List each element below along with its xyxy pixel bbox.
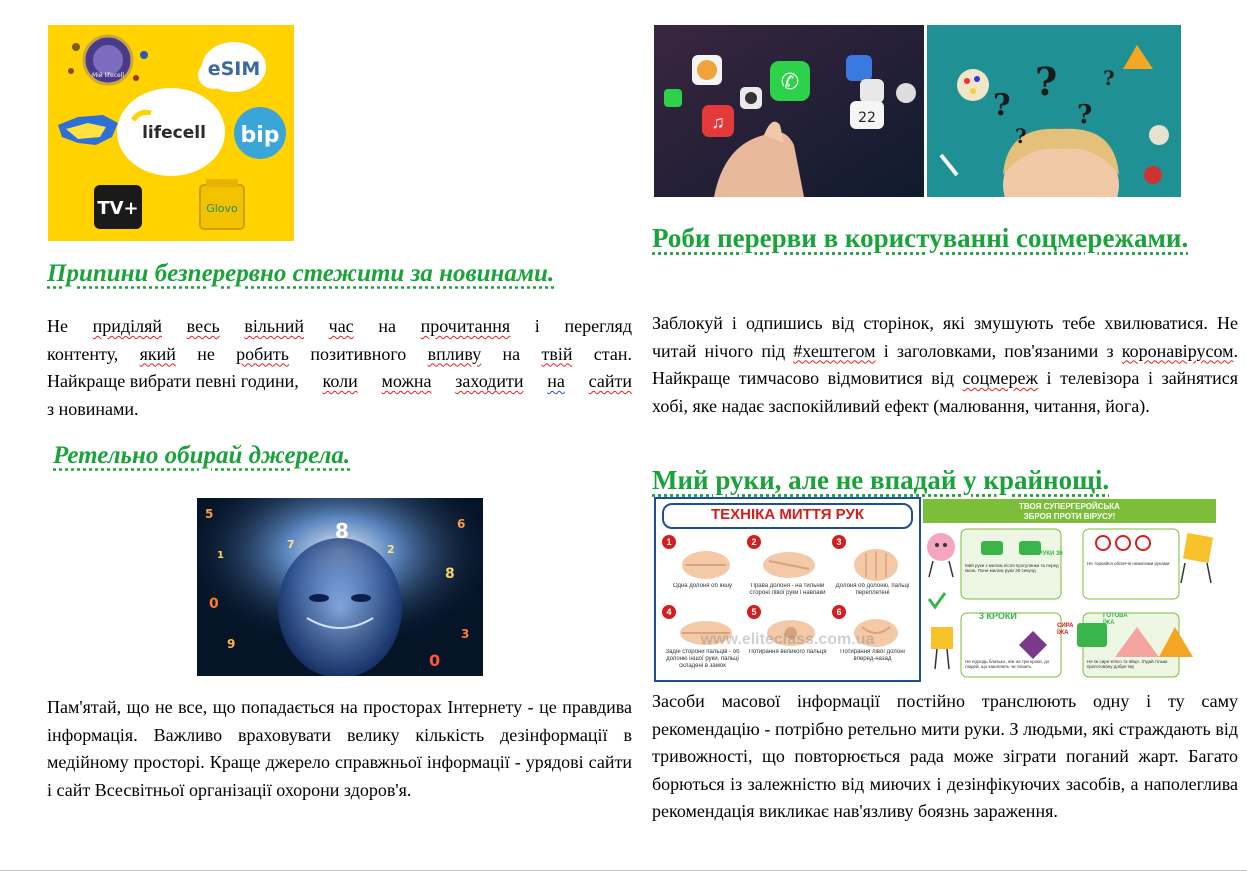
para1-word: заходити bbox=[455, 371, 524, 391]
handwash-step bbox=[747, 535, 828, 601]
para1-word: сайти bbox=[588, 371, 632, 391]
para1-word: не bbox=[197, 343, 215, 364]
handwash-technique-image bbox=[654, 497, 921, 682]
svg-text:♫: ♫ bbox=[711, 112, 725, 132]
step-number: 1 bbox=[662, 535, 676, 549]
heading-stop-news: Припини безперервно стежити за новинами. bbox=[47, 260, 555, 287]
svg-text:3: 3 bbox=[461, 627, 470, 641]
paragraph-sources: Пам'ятай, що не все, що попадається на просторах Інтернету - це правдива інформація. Важливо враховувати велику кількість дезінформації в медійному просторі. Краще джерело справжньої інформації - урядові сайти і сайт Всесвітньої організації охорони здоров'я. bbox=[47, 697, 632, 800]
virus-tip: Не підходь близько, ніж на три кроки, до людей, що кашляють чи чхають bbox=[965, 659, 1050, 669]
svg-text:1: 1 bbox=[217, 550, 224, 561]
paragraph-wash-hands: Засоби масової інформації постійно транслюють одну і ту саму рекомендацію - потрібно ретельно мити руки. З людьми, які страждають від тривожності, що повторюється рада може зіграти поганий жарт. Багато борються із залежністю від миючих і дезінфікуючих засобів, а наполеглива рекомендація викликає нав'язливу боязнь зараження. bbox=[652, 691, 1238, 821]
svg-text:6: 6 bbox=[457, 517, 466, 531]
heading-choose-sources: Ретельно обирай джерела. bbox=[53, 442, 351, 469]
badge-mylifecell-text: Мій lifecell bbox=[91, 72, 125, 79]
virus-tip: Не торкайся обличчя немитими руками bbox=[1087, 561, 1170, 566]
svg-text:0: 0 bbox=[209, 596, 219, 612]
step-caption: Потирання великого пальця bbox=[748, 649, 827, 655]
svg-text:2: 2 bbox=[387, 543, 395, 556]
page-bottom-divider bbox=[0, 870, 1247, 871]
para3-covid: коронавірусом bbox=[1121, 340, 1234, 361]
para1-word: прочитання bbox=[420, 316, 511, 336]
para1-word: контенту, bbox=[47, 343, 119, 364]
label-steps: 3 КРОКИ bbox=[979, 611, 1017, 621]
para1-word: робить bbox=[236, 343, 290, 364]
label-raw: СИРА ЇЖА bbox=[1057, 623, 1074, 636]
paragraph-news bbox=[47, 313, 632, 423]
para1-word: можна bbox=[381, 371, 432, 391]
para1-word: коли bbox=[322, 371, 358, 391]
handwash-step bbox=[832, 535, 913, 601]
para1-word: час bbox=[328, 316, 354, 336]
svg-text:?: ? bbox=[1015, 124, 1027, 148]
svg-text:✆: ✆ bbox=[780, 69, 800, 94]
svg-text:8: 8 bbox=[335, 519, 349, 543]
svg-text:?: ? bbox=[993, 88, 1011, 123]
para3-text: і телевізора і зайнятися хобі, яке надає заспокійливий ефект (малювання, читання, йога). bbox=[652, 368, 1238, 416]
step-number: 5 bbox=[747, 605, 761, 619]
svg-text:8: 8 bbox=[445, 566, 455, 582]
svg-text:0: 0 bbox=[429, 651, 441, 670]
para1-word: весь bbox=[186, 316, 220, 336]
virus-weapon-image bbox=[923, 499, 1216, 681]
virus-title-line: ТВОЯ СУПЕРГЕРОЙСЬКА bbox=[1019, 502, 1120, 511]
step-number: 6 bbox=[832, 605, 846, 619]
para1-word: і bbox=[534, 316, 540, 336]
para1-word: приділяй bbox=[92, 316, 162, 336]
para3-socials: соцмереж bbox=[962, 368, 1038, 388]
step-number: 2 bbox=[747, 535, 761, 549]
para1-word: твій bbox=[541, 343, 573, 364]
badge-esim-text: eSIM bbox=[207, 58, 261, 80]
para1-word: перегляд bbox=[564, 316, 632, 336]
heading-social-break: Роби перерви в користуванні соцмережами. bbox=[652, 223, 1189, 253]
para1-word: впливу bbox=[427, 343, 482, 364]
step-caption: Права долоня - на тильній стороні лівої руки і навпаки bbox=[749, 583, 826, 596]
para1-word: на bbox=[547, 371, 565, 391]
lifecell-image bbox=[48, 25, 294, 241]
calendar-day-text: 22 bbox=[858, 110, 876, 126]
svg-text:?: ? bbox=[1035, 59, 1058, 104]
virus-tip: Мий руки з милом після прогулянки та перед їжею. Пони милом руки 30 секунд bbox=[965, 563, 1059, 573]
step-caption: Одна долоня об іншу bbox=[672, 583, 733, 589]
para1-word: на bbox=[378, 316, 396, 336]
step-caption: Долоня об долоню, пальці переплетені bbox=[835, 583, 910, 596]
badge-bip-text: bip bbox=[240, 123, 280, 148]
badge-glovo-text: Glovo bbox=[206, 202, 238, 215]
svg-text:5: 5 bbox=[205, 507, 214, 521]
svg-text:9: 9 bbox=[227, 637, 236, 651]
badge-tv-text: TV+ bbox=[97, 198, 139, 219]
para1-word: Найкраще вибрати певні години, bbox=[47, 371, 299, 391]
step-number: 4 bbox=[662, 605, 676, 619]
handwash-watermark: www.eliteclass.com.ua bbox=[700, 631, 875, 648]
virus-tip: Не їж сире м'ясо та яйця. З'їдай тільки приготовану добрe їжу bbox=[1087, 659, 1168, 669]
label-seconds: МИЙ РУКИ 30 bbox=[1023, 551, 1063, 557]
para1-word: вільний bbox=[244, 316, 304, 336]
label-cooked: ГОТОВА ЇЖА bbox=[1103, 613, 1128, 626]
para1-word: Не bbox=[47, 316, 68, 336]
para1-word: позитивного bbox=[310, 343, 407, 364]
svg-text:?: ? bbox=[1103, 66, 1115, 90]
svg-text:?: ? bbox=[1077, 100, 1093, 130]
paragraph-social bbox=[652, 310, 1238, 420]
question-marks-image bbox=[927, 25, 1181, 197]
para1-word: який bbox=[139, 343, 176, 364]
virus-title-banner bbox=[923, 499, 1216, 523]
step-caption: Потирання лівої долоні вперед-назад bbox=[840, 649, 905, 662]
virus-title-line: ЗБРОЯ ПРОТИ ВІРУСУ! bbox=[1023, 512, 1116, 521]
step-caption: Задні сторони пальців - об долоню іншої руки, пальці складені в замок bbox=[665, 649, 740, 669]
brand-lifecell-text: lifecell bbox=[142, 123, 206, 143]
svg-text:7: 7 bbox=[287, 538, 295, 551]
para1-word: стан. bbox=[593, 343, 632, 364]
para1-word: на bbox=[502, 343, 521, 364]
handwash-title: ТЕХНІКА МИТТЯ РУК bbox=[662, 503, 913, 529]
para1-line: з новинами. bbox=[47, 398, 139, 419]
phone-apps-image bbox=[654, 25, 924, 197]
digital-head-image bbox=[197, 498, 483, 676]
para3-text: Заблокуй і одпишись від сторінок, які змушують тебе хвилюватися. Не читай нічого під bbox=[652, 313, 1238, 361]
para3-hashtag: #хештегом bbox=[793, 340, 876, 361]
para3-text: і заголовками, пов'язаними з bbox=[883, 340, 1114, 361]
para3-text: . Найкраще тимчасово відмовитися від bbox=[652, 340, 1238, 388]
step-number: 3 bbox=[832, 535, 846, 549]
heading-wash-hands: Мий руки, але не впадай у крайнощі. bbox=[652, 465, 1110, 495]
handwash-step bbox=[662, 535, 743, 601]
